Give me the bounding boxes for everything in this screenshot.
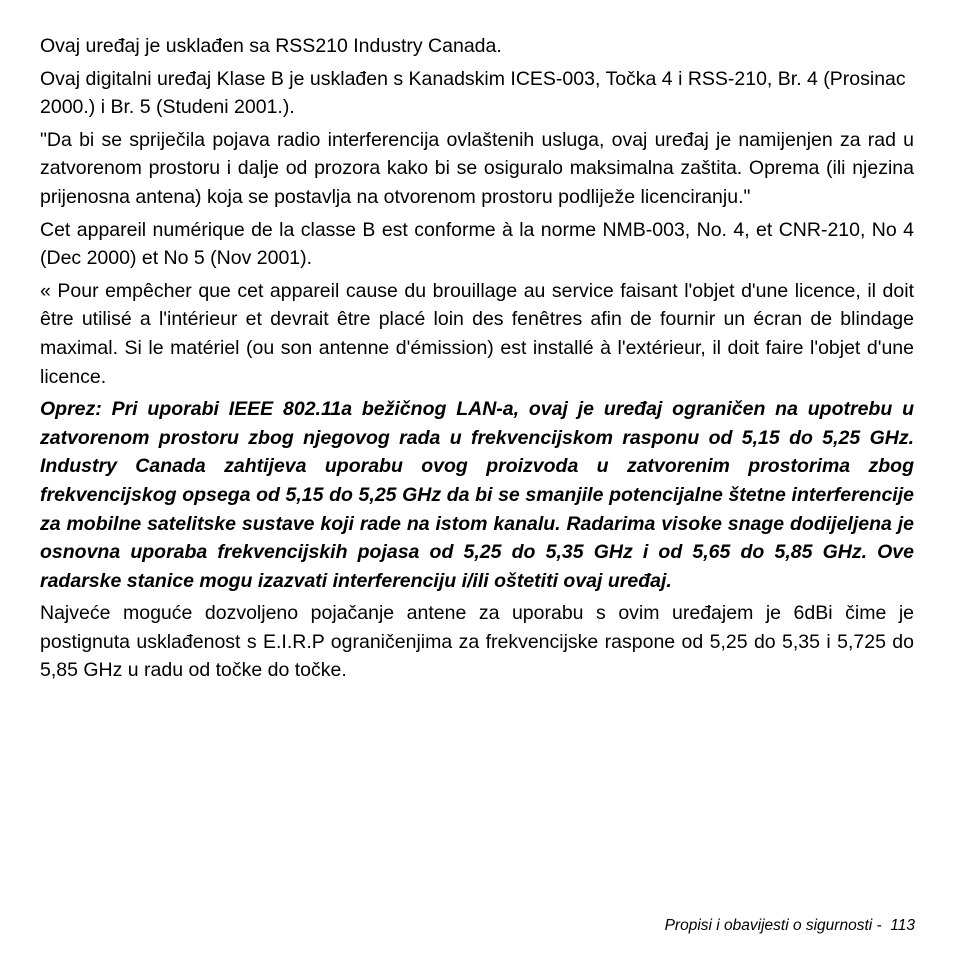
paragraph-rss210-compliance: Ovaj uređaj je usklađen sa RSS210 Industry Canada. bbox=[40, 35, 502, 57]
caution-paragraph-802-11a: Oprez: Pri uporabi IEEE 802.11a bežičnog LAN-a, ovaj je uređaj ograničen na upotrebu u zatvorenom prostoru zbog njegovog rada u frekvencijskom rasponu od 5,15 do 5,25 GHz. Industry Canada zahtijeva uporabu ovog proizvoda u zatvorenim prostorima zbog frekvencijskog opsega od 5,15 do 5,25 GHz da bi se smanjile potencijalne štetne interferencije za mobilne satelitske sustave koji rade na istom kanalu. Radarima visoke snage dodijeljena je osnovna uporaba frekvencijskih pojasa od 5,25 do 5,35 GHz i od 5,65 do 5,85 GHz. Ove radarske stanice mogu izazvati interferenciju i/ili oštetiti ovaj uređaj. bbox=[40, 398, 914, 592]
page-footer: Propisi i obavijesti o sigurnosti - 113 bbox=[664, 917, 915, 934]
page-body bbox=[40, 32, 914, 689]
paragraph-antenna-gain: Najveće moguće dozvoljeno pojačanje antene za uporabu s ovim uređajem je 6dBi čime je postignuta usklađenost s E.I.R.P ograničenjima za frekvencijske raspone od 5,25 do 5,35 i 5,725 do 5,85 GHz u radu od točke do točke. bbox=[40, 602, 914, 682]
paragraph-french-class-b: Cet appareil numérique de la classe B est conforme à la norme NMB-003, No. 4, et CNR-210, No 4 (Dec 2000) et No 5 (Nov 2001). bbox=[40, 218, 914, 270]
paragraph-french-licence: « Pour empêcher que cet appareil cause du brouillage au service faisant l'objet d'une licence, il doit être utilisé a l'intérieur et devrait être placé loin des fenêtres afin de fournir un écran de blindage maximal. Si le matériel (ou son antenne d'émission) est installé à l'extérieur, il doit faire l'objet d'une licence. bbox=[40, 279, 914, 388]
paragraph-radio-interference-quote: "Da bi se spriječila pojava radio interferencija ovlaštenih usluga, ovaj uređaj je namijenjen za rad u zatvorenom prostoru i dalje od prozora kako bi se osiguralo maksimalna zaštita. Oprema (ili njezina prijenosna antena) koja se postavlja na otvorenom prostoru podliježe licenciranju." bbox=[40, 128, 914, 208]
paragraph-class-b-ices: Ovaj digitalni uređaj Klase B je usklađen s Kanadskim ICES-003, Točka 4 i RSS-210, Br. 4 (Prosinac 2000.) i Br. 5 (Studeni 2001.). bbox=[40, 67, 906, 119]
